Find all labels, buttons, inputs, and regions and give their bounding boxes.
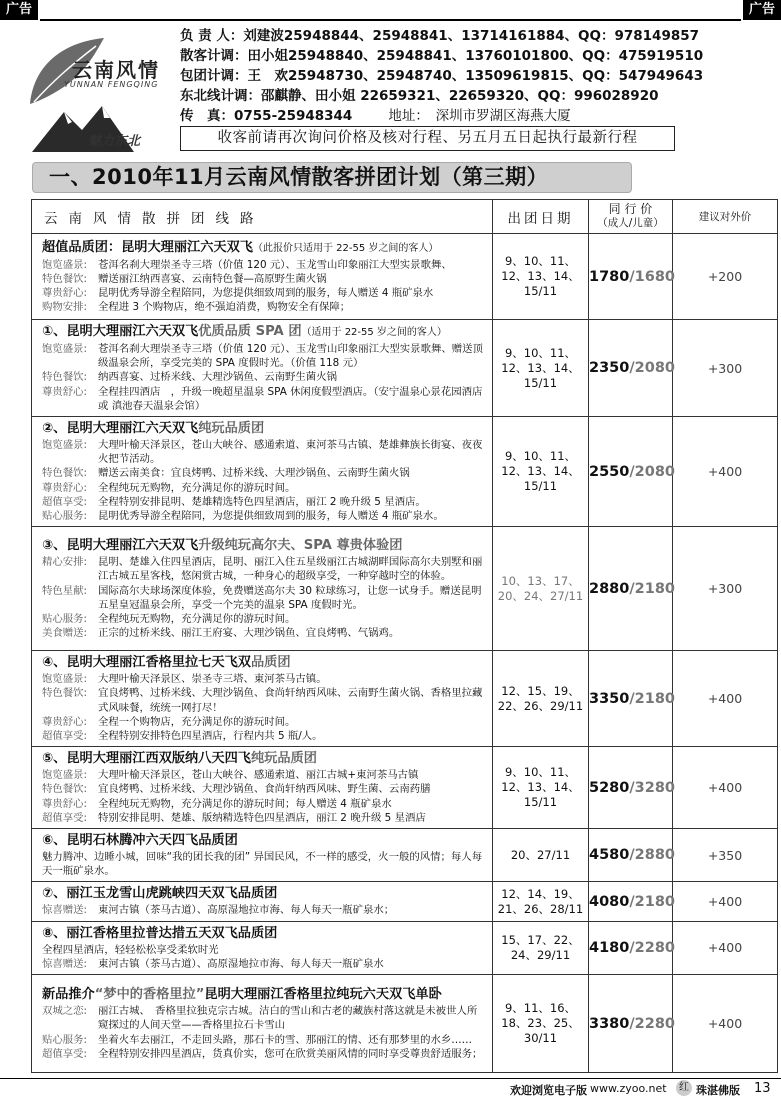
route-detail-text: 特别安排昆明、楚雄、版纳精选特色四星酒店，丽江 2 晚升级 5 星酒店 — [98, 811, 426, 824]
route-detail-text: 纳西喜宴、过桥米线、大理沙锅鱼、云南野生菌火锅 — [98, 371, 337, 384]
route-detail-line — [42, 286, 486, 300]
route-cell — [32, 829, 493, 882]
contact-northeast-planner: 东北线计调：邵麒静、田小姐 22659321、22659320、QQ：996028920 — [180, 88, 659, 104]
route-title: 昆明大理丽江西双版纳八天四飞 — [66, 751, 251, 767]
departure-dates: 9、10、11、12、13、14、15/11 — [493, 417, 589, 527]
route-detail-text: 宜良烤鸭、过桥米线、大理沙锅鱼、食尚轩纳西风味、云南野生菌火锅、香格里拉藏式风味餐，统统一网打尽！ — [98, 687, 483, 714]
route-title: 丽江玉龙雪山虎跳峡四天双飞品质团 — [66, 886, 278, 902]
route-detail-label: 特色星献: — [42, 584, 88, 597]
suggested-external-price: +400 — [673, 882, 778, 921]
table-row — [32, 829, 778, 882]
table-row — [32, 882, 778, 921]
table-row — [32, 417, 778, 527]
route-detail-line — [42, 811, 486, 825]
route-title-prefix: ①、 — [42, 324, 67, 339]
trade-price — [589, 527, 676, 651]
route-detail-text: 全程特别安排四星酒店，货真价实，您可在欣赏美丽风情的同时享受尊贵舒适服务； — [98, 1047, 483, 1060]
trade-price — [589, 417, 676, 527]
child-price: 3280 — [634, 779, 676, 796]
contact-fax-row — [180, 106, 740, 126]
trade-price — [589, 234, 676, 320]
route-description: 魅力腾冲、边睡小城，回味“我的团长我的团” 异国民风，不一样的感受，火一般的风情；每人每天一瓶矿泉水。 — [42, 851, 483, 878]
route-title: 昆明大理丽江六天双飞 — [66, 538, 199, 554]
route-detail-line — [42, 438, 486, 466]
child-price: 2880 — [634, 847, 676, 864]
route-title: 昆明大理丽江六天双飞 — [121, 239, 253, 255]
route-detail-line — [42, 782, 486, 796]
price-separator: / — [629, 690, 635, 707]
departure-dates: 9、11、16、18、23、25、30/11 — [493, 975, 589, 1073]
route-detail-label: 尊贵舒心: — [42, 715, 88, 728]
route-cell — [32, 651, 493, 747]
route-detail-text: 全程纯玩无购物，充分满足你的游玩时间；每人赠送 4 瓶矿泉水 — [98, 797, 392, 810]
child-price: 2180 — [634, 690, 676, 707]
route-cell — [32, 527, 493, 651]
adult-price: 2880 — [589, 580, 630, 597]
trade-price — [589, 651, 676, 747]
col-header-external-price: 建议对外价 — [673, 200, 778, 234]
route-title-prefix: ③、 — [42, 538, 67, 554]
route-title-prefix: ⑧、 — [42, 925, 67, 941]
route-detail-line — [42, 1047, 486, 1061]
route-detail-text: 昆明、楚雄入住四星酒店，昆明、丽江入住五星级丽江古城湖畔国际高尔夫别墅和丽江古城五星客栈，悠闲赏古城，一种身心的超级享受，一种穿越时空的体验。 — [98, 556, 483, 583]
route-detail-line — [42, 300, 486, 314]
table-row — [32, 320, 778, 417]
route-detail-label: 贴心服务: — [42, 510, 88, 523]
route-title-note: （此报价只适用于 22-55 岁之间的客人） — [253, 242, 439, 254]
route-title: 丽江香格里拉普达措五天双飞品质团 — [66, 925, 278, 941]
trade-price — [589, 882, 676, 921]
trade-price — [589, 829, 676, 882]
col-header-dates: 出团日期 — [493, 200, 589, 234]
table-row — [32, 234, 778, 320]
route-detail-line — [42, 584, 486, 612]
footer-badge: 红 — [676, 1080, 692, 1096]
table-body — [32, 234, 778, 1073]
route-detail-text: 大理叶榆天泽景区、崇圣寺三塔、東河茶马古镇。 — [98, 673, 327, 686]
route-detail-line — [42, 612, 486, 626]
route-title-prefix: ②、 — [42, 421, 67, 437]
route-detail-text: 大理叶榆天泽景区，苍山大峡谷、感通索道、東河茶马古镇、楚雄彝族长街宴、夜夜火把节活动。 — [98, 439, 483, 466]
adult-price: 3350 — [589, 690, 630, 707]
route-detail-text: 全程一个购物店，充分满足你的游玩时间。 — [98, 715, 296, 728]
price-separator: / — [629, 463, 635, 480]
table-row — [32, 921, 778, 974]
price-separator: / — [629, 893, 635, 910]
route-detail-label: 尊贵舒心: — [42, 385, 88, 398]
route-detail-label: 超值享受: — [42, 811, 88, 824]
route-detail-line — [42, 466, 486, 480]
price-header-sub: （成人/儿童） — [597, 217, 664, 229]
route-detail-line — [42, 715, 486, 729]
adult-price: 4180 — [589, 939, 630, 956]
trade-price — [589, 747, 676, 829]
child-price: 1680 — [634, 268, 676, 285]
route-title-note-gray: 品质团 — [250, 655, 291, 671]
route-detail-text: 東河古镇（茶马古道）、高原湿地拉市海、每人每天一瓶矿泉水； — [98, 904, 395, 917]
route-detail-line — [42, 797, 486, 811]
route-detail-label: 尊贵舒心: — [42, 481, 88, 494]
route-detail-label: 饱览盛景: — [42, 343, 88, 355]
suggested-external-price: +400 — [673, 921, 778, 974]
route-title-prefix: ⑦、 — [42, 886, 67, 902]
route-cell — [32, 882, 493, 921]
child-price: 2280 — [634, 939, 676, 956]
departure-dates: 12、15、19、22、26、29/11 — [493, 651, 589, 747]
route-detail-text: 赠送云南美食：宜良烤鸭、过桥米线、大理沙锅鱼、云南野生菌火锅 — [98, 467, 410, 480]
route-title-note-gray: 升级纯玩高尔夫、SPA 尊贵体验团 — [198, 538, 403, 554]
route-title — [42, 654, 486, 672]
logo-sub-text: 魅力东北 — [88, 134, 141, 149]
table-row — [32, 975, 778, 1073]
route-detail-line — [42, 495, 486, 509]
route-title: 昆明大理丽江六天双飞 — [66, 421, 199, 437]
route-detail-label: 特色餐饮: — [42, 272, 88, 285]
route-detail-label: 饱览盛景: — [42, 258, 88, 271]
route-detail-line — [42, 686, 486, 714]
route-cell — [32, 320, 493, 417]
suggested-external-price: +400 — [673, 417, 778, 527]
route-detail-label: 惊喜赠送: — [42, 904, 88, 917]
route-detail-text: 昆明优秀导游全程陪同，为您提供细致周到的服务，每人赠送 4 瓶矿泉水 — [98, 287, 434, 299]
price-separator: / — [629, 847, 635, 864]
route-title — [42, 239, 486, 258]
route-detail-line — [42, 672, 486, 686]
route-title — [42, 925, 486, 943]
route-cell — [32, 417, 493, 527]
adult-price: 1780 — [589, 268, 630, 285]
departure-dates: 12、14、19、21、26、28/11 — [493, 882, 589, 921]
route-detail-label: 超值享受: — [42, 730, 88, 743]
route-detail-line — [42, 370, 486, 384]
route-detail-line — [42, 272, 486, 286]
price-separator: / — [629, 939, 635, 956]
departure-dates: 9、10、11、12、13、14、15/11 — [493, 320, 589, 417]
route-cell — [32, 234, 493, 320]
route-detail-text: 丽江古城、 香格里拉独克宗古城。洁白的雪山和古老的藏族村落这就是未被世人所窥探过的人间天堂——香格里拉石卡雪山 — [98, 1005, 478, 1032]
suggested-external-price: +300 — [673, 527, 778, 651]
departure-dates: 10、13、17、20、24、27/11 — [493, 527, 589, 651]
price-separator: / — [629, 268, 635, 285]
trade-price — [589, 320, 676, 417]
route-detail-label: 超值享受: — [42, 1047, 88, 1060]
logo-roman-text: YUNNAN FENGQING — [64, 80, 159, 89]
adult-price: 3380 — [589, 1015, 630, 1032]
contact-retail-planner: 散客计调：田小姐25948840、25948841、13760101800、QQ：475919510 — [180, 48, 704, 64]
footer-welcome: 欢迎浏览电子版 — [510, 1084, 587, 1097]
col-header-price — [589, 200, 673, 234]
route-detail-text: 全程纯玩无购物，充分满足你的游玩时间。 — [98, 481, 296, 494]
route-detail-line — [42, 626, 486, 640]
route-detail-line — [42, 768, 486, 782]
adult-price: 4080 — [589, 893, 630, 910]
section-title: 一、2010年11月云南风情散客拼团计划（第三期） — [32, 162, 632, 193]
contact-group-planner: 包团计调：王 欢25948730、25948740、13509619815、QQ：547949643 — [180, 68, 704, 84]
route-detail-label: 美食赠送: — [42, 627, 88, 640]
price-header-label: 同 行 价 — [608, 202, 653, 216]
suggested-external-price: +200 — [673, 234, 778, 320]
footer-site-link[interactable]: www.zyoo.net — [590, 1082, 667, 1095]
office-address: 地址： 深圳市罗湖区海燕大厦 — [388, 108, 571, 124]
route-detail-text: 大理叶榆天泽景区，苍山大峡谷、感通索道、丽江古城+東河茶马古镇 — [98, 769, 419, 782]
notice-box: 收客前请再次询问价格及核对行程、另五月五日起执行最新行程 — [180, 126, 675, 151]
ad-label-left: 广告 — [0, 0, 38, 20]
table-row — [32, 747, 778, 829]
price-separator: / — [629, 580, 635, 597]
route-title-prefix: 新品推介 — [42, 987, 95, 1003]
suggested-external-price: +400 — [673, 975, 778, 1073]
route-detail-text: 全程挂四酒店 ，升级一晚超星温泉 SPA 休闲度假型酒店。（安宁温泉心景花园酒店 或 滇池春天温泉会馆） — [98, 385, 483, 412]
route-description: 全程四星酒店，轻轻松松享受柔软时光 — [42, 943, 219, 956]
price-separator: / — [629, 1015, 635, 1032]
route-detail-text: 赠送丽江纳西喜宴、云南特色餐—高原野生菌火锅 — [98, 272, 327, 285]
route-detail-line — [42, 729, 486, 743]
table-row — [32, 651, 778, 747]
departure-dates: 9、10、11、12、13、14、15/11 — [493, 234, 589, 320]
route-cell — [32, 921, 493, 974]
route-title — [42, 537, 486, 555]
route-detail-label: 饱览盛景: — [42, 769, 88, 782]
child-price: 2080 — [634, 360, 676, 376]
route-detail-label: 特色餐饮: — [42, 783, 88, 796]
route-title: 昆明石林腾冲六天四飞品质团 — [66, 833, 238, 849]
route-detail-line — [42, 555, 486, 583]
logo-brand-text: 云南风情 — [72, 58, 160, 82]
suggested-external-price: +400 — [673, 747, 778, 829]
route-detail-text: 東河古镇（茶马古道）、高原湿地拉市海、每人每天一瓶矿泉水 — [98, 957, 384, 970]
route-cell — [32, 747, 493, 829]
route-detail-line — [42, 957, 486, 971]
route-detail-text: 全程特别安排昆明、楚雄精选特色四星酒店，丽江 2 晚升级 5 星酒店。 — [98, 495, 426, 508]
route-detail-text: 正宗的过桥米线、丽江王府宴、大理沙锅鱼、宜良烤鸭、气锅鸡。 — [98, 627, 400, 640]
route-detail-label: 精心安排: — [42, 556, 88, 569]
route-title — [42, 420, 486, 438]
child-price: 2180 — [634, 580, 676, 597]
route-title — [42, 832, 486, 850]
route-detail-line — [42, 1004, 486, 1032]
contact-manager: 负 责 人：刘建波25948844、25948841、13714161884、QQ：978149857 — [180, 28, 700, 44]
route-title — [42, 885, 486, 903]
adult-price: 4580 — [589, 847, 630, 864]
route-title-note-gray: 优质品质 SPA 团 — [198, 324, 302, 339]
route-detail-label: 饱览盛景: — [42, 439, 88, 452]
route-detail-text: 宜良烤鸭、过桥米线、大理沙锅鱼、食尚轩纳西风味、野生菌、云南药膳 — [98, 783, 431, 796]
route-detail-label: 贴心服务: — [42, 612, 88, 625]
route-detail-text: 坐着火车去丽江，不走回头路，那石卡的雪、那丽江的情、还有那梦里的水乡…… — [98, 1033, 473, 1046]
route-title — [42, 986, 486, 1004]
departure-dates: 9、10、11、12、13、14、15/11 — [493, 747, 589, 829]
footer-edition: 珠湛佛版 — [696, 1084, 740, 1097]
child-price: 2080 — [634, 463, 676, 480]
trade-price — [589, 975, 676, 1073]
suggested-external-price: +300 — [673, 320, 778, 417]
route-detail-line — [42, 509, 486, 523]
adult-price: 2550 — [589, 463, 630, 480]
suggested-external-price: +400 — [673, 651, 778, 747]
route-detail-label: 尊贵舒心: — [42, 797, 88, 810]
child-price: 2280 — [634, 1015, 676, 1032]
route-title: 昆明大理丽江香格里拉七天飞双 — [66, 655, 251, 671]
route-detail-text: 国际高尔夫球场深度体验，免费赠送高尔夫 30 粒球练习，让您一试身手。赠送昆明五星皇冠温泉会所，享受一个完美的温泉 SPA 度假时光。 — [98, 584, 482, 611]
route-detail-label: 购物安排: — [42, 301, 88, 314]
departure-dates: 20、27/11 — [493, 829, 589, 882]
suggested-external-price: +350 — [673, 829, 778, 882]
page-number: 13 — [754, 1081, 771, 1096]
route-detail-text: 全程特别安排特色四星酒店，行程内共 5 瓶/人。 — [98, 730, 323, 743]
route-detail-label: 尊贵舒心: — [42, 287, 88, 299]
departure-dates: 15、17、22、24、29/11 — [493, 921, 589, 974]
route-detail-line — [42, 258, 486, 272]
route-title-note: （适用于 22-55 岁之间的客人） — [301, 327, 447, 338]
route-detail-line — [42, 903, 486, 917]
route-cell — [32, 975, 493, 1073]
company-logo — [24, 34, 174, 152]
adult-price: 2350 — [589, 360, 630, 376]
route-detail-label: 双城之恋: — [42, 1005, 88, 1018]
route-title-prefix: 超值品质团： — [42, 239, 122, 255]
contact-block — [180, 26, 740, 126]
ad-label-right: 广告 — [743, 0, 781, 20]
route-title-prefix: ⑥、 — [42, 833, 67, 849]
route-detail-text: 苍洱名刹大理崇圣寺三塔（价值 120 元）、玉龙雪山印象丽江大型实景歌舞、赠送顶级温泉会所，享受完美的 SPA 度假时光。（价值 118 元） — [98, 343, 483, 370]
col-header-route: 云南风情散拼团线路 — [32, 200, 493, 234]
route-detail-label: 饱览盛景: — [42, 673, 88, 686]
route-detail-label: 惊喜赠送: — [42, 957, 88, 970]
route-detail-label: 特色餐饮: — [42, 371, 88, 384]
route-title — [42, 323, 486, 342]
route-detail-text: 昆明优秀导游全程陪同，为您提供细致周到的服务，每人赠送 4 瓶矿泉水。 — [98, 510, 444, 523]
price-separator: / — [629, 779, 635, 796]
fax-number: 传 真：0755-25948344 — [180, 108, 353, 124]
route-detail-label: 特色餐饮: — [42, 467, 88, 480]
adult-price: 5280 — [589, 779, 630, 796]
route-title-note-gray: “梦中的香格里拉” — [94, 987, 205, 1003]
route-detail-label: 超值享受: — [42, 495, 88, 508]
route-detail-line — [42, 385, 486, 413]
price-separator: / — [629, 360, 635, 376]
trade-price — [589, 921, 676, 974]
route-detail-line — [42, 342, 486, 370]
route-detail-label: 特色餐饮: — [42, 687, 88, 700]
route-detail-line — [42, 481, 486, 495]
route-title-suffix: 昆明大理丽江香格里拉纯玩六天双飞单卧 — [204, 987, 442, 1003]
route-detail-text: 苍洱名刹大理崇圣寺三塔（价值 120 元）、玉龙雪山印象丽江大型实景歌舞、 — [98, 258, 452, 271]
route-title-prefix: ④、 — [42, 655, 67, 671]
table-row — [32, 527, 778, 651]
child-price: 2180 — [634, 893, 676, 910]
route-title: 昆明大理丽江六天双飞 — [66, 324, 199, 339]
tour-schedule-table — [31, 199, 778, 1073]
route-title-note-gray: 纯玩品质团 — [250, 751, 317, 767]
route-detail-text: 全程纯玩无购物，充分满足你的游玩时间。 — [98, 612, 296, 625]
route-detail-label: 贴心服务: — [42, 1033, 88, 1046]
footer-rule — [0, 1078, 781, 1079]
top-rule — [40, 19, 741, 21]
table-header-row — [32, 200, 778, 234]
route-title-note-gray: 纯玩品质团 — [198, 421, 265, 437]
route-detail-line — [42, 1033, 486, 1047]
route-detail-text: 全程进 3 个购物店，绝不强迫消费，购物安全有保障； — [98, 301, 351, 314]
route-title-prefix: ⑤、 — [42, 751, 67, 767]
route-title — [42, 750, 486, 768]
